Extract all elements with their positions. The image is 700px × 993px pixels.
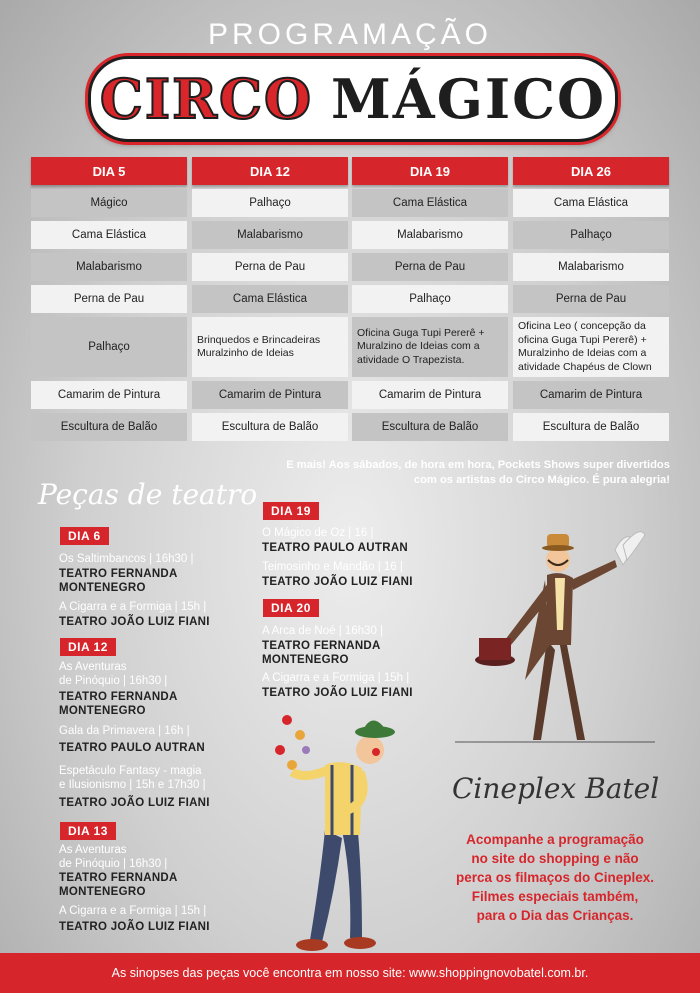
activity-cell: Palhaço — [513, 221, 669, 249]
venue: TEATRO JOÃO LUIZ FIANI — [59, 616, 210, 628]
activity-cell: Escultura de Balão — [352, 413, 508, 441]
venue: TEATRO PAULO AUTRAN — [59, 742, 206, 754]
activity-cell: Perna de Pau — [192, 253, 348, 281]
footer — [0, 953, 700, 993]
show-title: de Pinóquio | 16h30 | — [59, 675, 168, 687]
extra-info — [250, 458, 670, 488]
schedule-column — [352, 157, 508, 433]
pre-title: PROGRAMAÇÃO — [207, 18, 493, 51]
activity-cell: Camarim de Pintura — [31, 381, 187, 409]
show-title: Os Saltimbancos | 16h30 | — [59, 553, 194, 565]
activity-cell: Oficina Guga Tupi Pererê + Muralzino de Ideias com a atividade O Trapezista. — [352, 317, 508, 377]
activity-cell: Escultura de Balão — [192, 413, 348, 441]
activity-cell: Camarim de Pintura — [513, 381, 669, 409]
circo-magico-logo — [88, 56, 618, 142]
venue: TEATRO JOÃO LUIZ FIANI — [262, 576, 413, 588]
venue: MONTENEGRO — [59, 582, 146, 594]
activity-cell: Perna de Pau — [513, 285, 669, 313]
activity-cell: Mágico — [31, 189, 187, 217]
venue: TEATRO JOÃO LUIZ FIANI — [59, 797, 210, 809]
venue: TEATRO FERNANDA — [59, 691, 178, 703]
venue: TEATRO JOÃO LUIZ FIANI — [59, 921, 210, 933]
magician-illustration — [455, 520, 665, 745]
pecas-title: Peças de teatro — [38, 478, 258, 511]
cineplex-line: no site do shopping e não — [471, 851, 639, 866]
venue: TEATRO FERNANDA — [262, 640, 381, 652]
day-badge: DIA 20 — [263, 599, 319, 617]
venue: TEATRO FERNANDA — [59, 568, 178, 580]
activity-cell: Perna de Pau — [352, 253, 508, 281]
day-header: DIA 26 — [513, 157, 669, 185]
show-title: e Ilusionismo | 15h e 17h30 | — [59, 779, 206, 791]
venue: MONTENEGRO — [262, 654, 349, 666]
schedule-column — [513, 157, 669, 433]
show-title: A Arca de Noé | 16h30 | — [262, 625, 384, 637]
activity-cell: Malabarismo — [352, 221, 508, 249]
day-badge: DIA 13 — [60, 822, 116, 840]
activity-cell: Palhaço — [192, 189, 348, 217]
activity-cell: Cama Elástica — [513, 189, 669, 217]
show-title: A Cigarra e a Formiga | 15h | — [59, 601, 207, 613]
show-title: de Pinóquio | 16h30 | — [59, 858, 168, 870]
day-header: DIA 5 — [31, 157, 187, 185]
activity-cell: Camarim de Pintura — [352, 381, 508, 409]
activity-cell: Oficina Leo ( concepção da oficina Guga Tupi Pererê) + Muralzinho de Ideias com a atividade Chapéus de Clown — [513, 317, 669, 377]
activity-cell: Escultura de Balão — [513, 413, 669, 441]
venue: MONTENEGRO — [59, 705, 146, 717]
logo-word-circo: CIRCO — [99, 67, 314, 131]
activity-cell: Malabarismo — [31, 253, 187, 281]
schedule-column — [31, 157, 187, 433]
show-title: O Mágico de Oz | 16 | — [262, 527, 374, 539]
cineplex-line: Acompanhe a programação — [466, 832, 644, 847]
venue: TEATRO JOÃO LUIZ FIANI — [262, 687, 413, 699]
extra-line: E mais! Aos sábados, de hora em hora, Pockets Shows super divertidos — [286, 459, 670, 471]
activity-cell: Cama Elástica — [31, 221, 187, 249]
show-title: Gala da Primavera | 16h | — [59, 725, 190, 737]
activity-cell: Palhaço — [352, 285, 508, 313]
show-title: As Aventuras — [59, 844, 127, 856]
activity-cell: Brinquedos e Brincadeiras Muralzinho de Ideias — [192, 317, 348, 377]
venue: TEATRO FERNANDA — [59, 872, 178, 884]
activity-cell: Cama Elástica — [192, 285, 348, 313]
footer-text: As sinopses das peças você encontra em nosso site: www.shoppingnovobatel.com.br. — [111, 966, 589, 980]
activity-cell: Malabarismo — [513, 253, 669, 281]
day-badge: DIA 12 — [60, 638, 116, 656]
show-title: Teimosinho e Mandão | 16 | — [262, 561, 403, 573]
venue: MONTENEGRO — [59, 886, 146, 898]
activity-cell: Palhaço — [31, 317, 187, 377]
cineplex-line: para o Dia das Crianças. — [476, 908, 634, 923]
activity-cell: Escultura de Balão — [31, 413, 187, 441]
show-title: Espetáculo Fantasy - magia — [59, 765, 202, 777]
logo-word-magico: MÁGICO — [331, 67, 607, 131]
cineplex-line: perca os filmaços do Cineplex. — [455, 870, 655, 885]
show-title: As Aventuras — [59, 661, 127, 673]
venue: TEATRO PAULO AUTRAN — [262, 542, 409, 554]
day-badge: DIA 6 — [60, 527, 109, 545]
cineplex-info — [430, 830, 680, 925]
day-header: DIA 19 — [352, 157, 508, 185]
extra-line: com os artistas do Circo Mágico. É pura alegria! — [413, 474, 670, 486]
activity-cell: Camarim de Pintura — [192, 381, 348, 409]
day-badge: DIA 19 — [263, 502, 319, 520]
cineplex-title: Cineplex Batel — [452, 772, 660, 805]
day-header: DIA 12 — [192, 157, 348, 185]
cineplex-line: Filmes especiais também, — [471, 889, 639, 904]
activity-cell: Cama Elástica — [352, 189, 508, 217]
show-title: A Cigarra e a Formiga | 15h | — [59, 905, 207, 917]
clown-juggler-illustration — [270, 710, 420, 955]
activity-cell: Perna de Pau — [31, 285, 187, 313]
activity-cell: Malabarismo — [192, 221, 348, 249]
schedule-column — [192, 157, 348, 433]
show-title: A Cigarra e a Formiga | 15h | — [262, 672, 410, 684]
